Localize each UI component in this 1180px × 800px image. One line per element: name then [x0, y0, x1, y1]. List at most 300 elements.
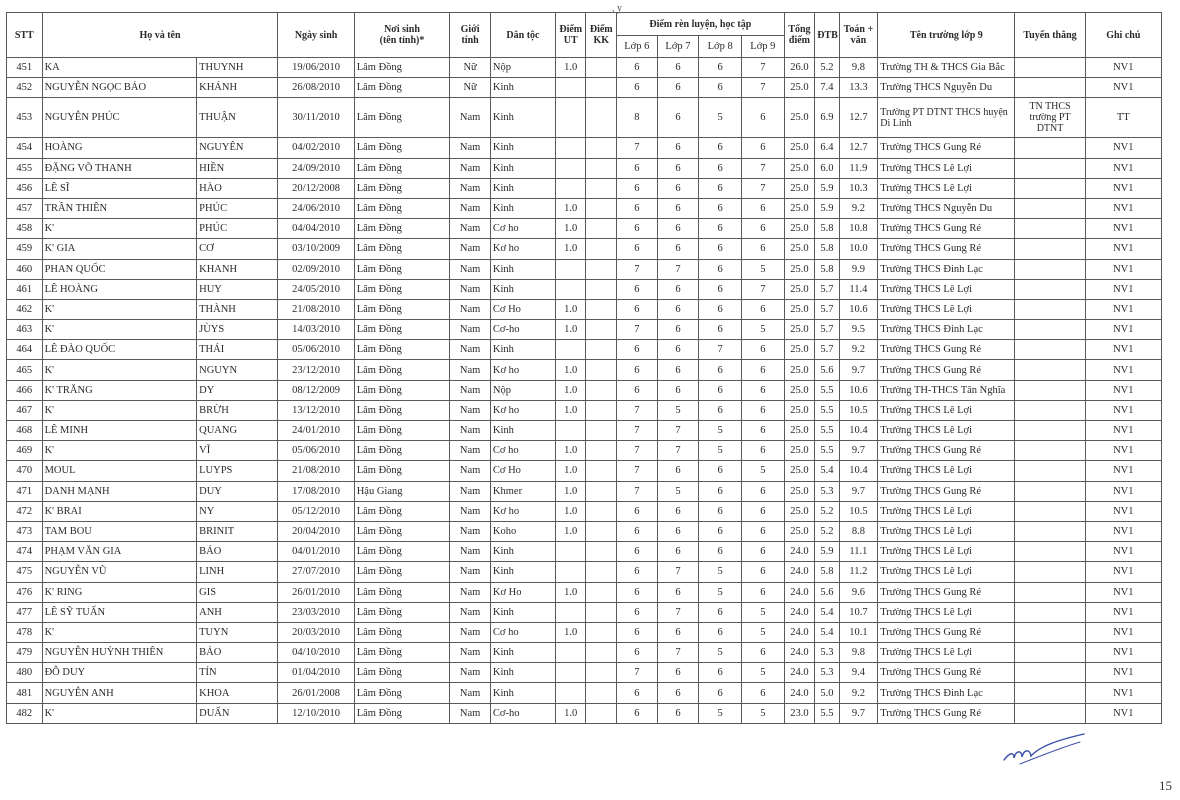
cell-dtb: 5.9: [815, 542, 839, 562]
cell-ngay-sinh: 04/04/2010: [278, 219, 354, 239]
cell-toan-van: 10.6: [839, 299, 878, 319]
cell-lop7: 6: [657, 340, 699, 360]
cell-diem-ut: [555, 643, 586, 663]
cell-ho: K': [42, 360, 197, 380]
cell-truong: Trường THCS Lê Lợi: [878, 643, 1015, 663]
cell-lop8: 5: [699, 421, 742, 441]
cell-ghi-chu: NV1: [1085, 138, 1161, 158]
cell-diem-ut: [555, 78, 586, 98]
cell-toan-van: 9.7: [839, 481, 878, 501]
header-noi-sinh: Nơi sinh (tên tỉnh)*: [354, 13, 450, 58]
cell-stt: 464: [7, 340, 43, 360]
cell-lop9: 7: [742, 58, 785, 78]
cell-toan-van: 9.7: [839, 441, 878, 461]
cell-diem-ut: [555, 259, 586, 279]
cell-lop8: 6: [699, 461, 742, 481]
cell-truong: Trường THCS Gung Ré: [878, 622, 1015, 642]
cell-truong: Trường THCS Gung Ré: [878, 481, 1015, 501]
top-scan-mark: , y: [612, 3, 622, 14]
cell-dan-toc: Khmer: [490, 481, 555, 501]
cell-ghi-chu: NV1: [1085, 622, 1161, 642]
cell-ho: LÊ SĨ: [42, 178, 197, 198]
header-stt: STT: [7, 13, 43, 58]
cell-lop9: 6: [742, 138, 785, 158]
cell-lop6: 7: [616, 400, 657, 420]
cell-lop7: 6: [657, 582, 699, 602]
cell-lop7: 6: [657, 198, 699, 218]
cell-diem-kk: [586, 643, 617, 663]
cell-dan-toc: Nộp: [490, 58, 555, 78]
cell-truong: Trường THCS Đinh Lạc: [878, 683, 1015, 703]
cell-lop7: 7: [657, 643, 699, 663]
cell-lop7: 6: [657, 279, 699, 299]
cell-ghi-chu: NV1: [1085, 320, 1161, 340]
cell-ho: K': [42, 622, 197, 642]
cell-gioi-tinh: Nam: [450, 158, 491, 178]
cell-lop9: 5: [742, 320, 785, 340]
header-dtb: ĐTB: [815, 13, 839, 58]
cell-tuyen-thang: [1015, 663, 1085, 683]
cell-toan-van: 10.0: [839, 239, 878, 259]
cell-tuyen-thang: [1015, 198, 1085, 218]
cell-lop8: 6: [699, 380, 742, 400]
cell-dan-toc: Kinh: [490, 542, 555, 562]
cell-diem-kk: [586, 58, 617, 78]
cell-ngay-sinh: 20/12/2008: [278, 178, 354, 198]
cell-ho: TRẦN THIÊN: [42, 198, 197, 218]
cell-dan-toc: Kinh: [490, 78, 555, 98]
cell-dan-toc: Kinh: [490, 562, 555, 582]
cell-ho: PHẠM VĂN GIA: [42, 542, 197, 562]
cell-dtb: 5.5: [815, 380, 839, 400]
cell-gioi-tinh: Nam: [450, 481, 491, 501]
cell-ho: NGUYỄN ANH: [42, 683, 197, 703]
cell-tong-diem: 25.0: [784, 360, 815, 380]
cell-noi-sinh: Hậu Giang: [354, 481, 450, 501]
cell-noi-sinh: Lâm Đồng: [354, 198, 450, 218]
cell-ten: BẢO: [197, 643, 278, 663]
cell-dtb: 5.8: [815, 562, 839, 582]
cell-dtb: 5.5: [815, 441, 839, 461]
cell-gioi-tinh: Nam: [450, 178, 491, 198]
cell-ho: K': [42, 299, 197, 319]
cell-tong-diem: 25.0: [784, 481, 815, 501]
cell-lop8: 6: [699, 78, 742, 98]
cell-ten: NGUYN: [197, 360, 278, 380]
cell-truong: Trường TH & THCS Gia Bắc: [878, 58, 1015, 78]
cell-ten: HÀO: [197, 178, 278, 198]
cell-dan-toc: Kinh: [490, 279, 555, 299]
cell-ten: ANH: [197, 602, 278, 622]
cell-dan-toc: Cơ ho: [490, 219, 555, 239]
cell-toan-van: 9.7: [839, 703, 878, 723]
cell-lop9: 6: [742, 501, 785, 521]
cell-ngay-sinh: 05/06/2010: [278, 340, 354, 360]
cell-truong: Trường THCS Gung Ré: [878, 582, 1015, 602]
cell-toan-van: 9.8: [839, 58, 878, 78]
cell-ho: KA: [42, 58, 197, 78]
cell-lop8: 6: [699, 198, 742, 218]
cell-diem-ut: 1.0: [555, 521, 586, 541]
cell-dan-toc: Kơ ho: [490, 400, 555, 420]
cell-toan-van: 11.4: [839, 279, 878, 299]
cell-ten: NY: [197, 501, 278, 521]
cell-truong: Trường THCS Lê Lợi: [878, 299, 1015, 319]
cell-diem-kk: [586, 158, 617, 178]
cell-lop7: 6: [657, 703, 699, 723]
cell-ghi-chu: TT: [1085, 98, 1161, 138]
cell-dan-toc: Kinh: [490, 421, 555, 441]
table-header: [7, 13, 1162, 58]
cell-dan-toc: Kinh: [490, 198, 555, 218]
cell-tong-diem: 25.0: [784, 400, 815, 420]
cell-lop8: 6: [699, 259, 742, 279]
cell-ten: KHÁNH: [197, 78, 278, 98]
table-row: [7, 98, 1162, 138]
cell-dan-toc: Cơ-ho: [490, 703, 555, 723]
cell-toan-van: 11.1: [839, 542, 878, 562]
cell-tong-diem: 25.0: [784, 78, 815, 98]
cell-toan-van: 10.6: [839, 380, 878, 400]
cell-diem-kk: [586, 562, 617, 582]
cell-lop9: 6: [742, 219, 785, 239]
cell-noi-sinh: Lâm Đồng: [354, 421, 450, 441]
cell-noi-sinh: Lâm Đồng: [354, 380, 450, 400]
table-row: [7, 158, 1162, 178]
cell-lop6: 6: [616, 158, 657, 178]
cell-diem-ut: [555, 663, 586, 683]
cell-stt: 469: [7, 441, 43, 461]
cell-ngay-sinh: 05/12/2010: [278, 501, 354, 521]
cell-ten: KHANH: [197, 259, 278, 279]
cell-tuyen-thang: [1015, 58, 1085, 78]
cell-dan-toc: Kơ Ho: [490, 582, 555, 602]
cell-noi-sinh: Lâm Đồng: [354, 703, 450, 723]
cell-noi-sinh: Lâm Đồng: [354, 501, 450, 521]
cell-lop8: 5: [699, 643, 742, 663]
cell-tong-diem: 24.0: [784, 663, 815, 683]
table-row: [7, 622, 1162, 642]
cell-diem-ut: [555, 279, 586, 299]
cell-lop7: 6: [657, 320, 699, 340]
table-row: [7, 259, 1162, 279]
cell-diem-ut: 1.0: [555, 299, 586, 319]
cell-noi-sinh: Lâm Đồng: [354, 663, 450, 683]
cell-tuyen-thang: [1015, 501, 1085, 521]
header-lop6: Lớp 6: [616, 36, 657, 58]
cell-lop9: 6: [742, 542, 785, 562]
cell-dan-toc: Cơ-ho: [490, 320, 555, 340]
cell-diem-ut: 1.0: [555, 400, 586, 420]
cell-gioi-tinh: Nữ: [450, 58, 491, 78]
cell-dtb: 5.5: [815, 400, 839, 420]
cell-stt: 462: [7, 299, 43, 319]
cell-ho: NGUYỄN NGỌC BẢO: [42, 78, 197, 98]
cell-ghi-chu: NV1: [1085, 582, 1161, 602]
cell-gioi-tinh: Nam: [450, 622, 491, 642]
cell-diem-kk: [586, 582, 617, 602]
cell-stt: 477: [7, 602, 43, 622]
cell-dtb: 5.9: [815, 198, 839, 218]
cell-gioi-tinh: Nam: [450, 380, 491, 400]
cell-tuyen-thang: [1015, 279, 1085, 299]
cell-dtb: 5.3: [815, 663, 839, 683]
cell-tong-diem: 25.0: [784, 198, 815, 218]
cell-ngay-sinh: 26/01/2008: [278, 683, 354, 703]
table-row: [7, 380, 1162, 400]
cell-lop6: 7: [616, 421, 657, 441]
cell-ho: K': [42, 320, 197, 340]
cell-lop8: 6: [699, 58, 742, 78]
cell-stt: 452: [7, 78, 43, 98]
cell-truong: Trường THCS Đinh Lạc: [878, 259, 1015, 279]
cell-noi-sinh: Lâm Đồng: [354, 562, 450, 582]
cell-tong-diem: 25.0: [784, 320, 815, 340]
cell-diem-ut: [555, 138, 586, 158]
cell-ten: TÍN: [197, 663, 278, 683]
cell-dtb: 5.9: [815, 178, 839, 198]
cell-ghi-chu: NV1: [1085, 461, 1161, 481]
cell-truong: Trường TH-THCS Tân Nghĩa: [878, 380, 1015, 400]
cell-diem-kk: [586, 320, 617, 340]
cell-dtb: 5.4: [815, 461, 839, 481]
cell-stt: 476: [7, 582, 43, 602]
cell-noi-sinh: Lâm Đồng: [354, 643, 450, 663]
cell-ngay-sinh: 23/03/2010: [278, 602, 354, 622]
cell-ngay-sinh: 24/06/2010: [278, 198, 354, 218]
cell-ngay-sinh: 17/08/2010: [278, 481, 354, 501]
cell-lop8: 6: [699, 622, 742, 642]
cell-diem-ut: [555, 178, 586, 198]
cell-ho: LÊ HOÀNG: [42, 279, 197, 299]
cell-gioi-tinh: Nam: [450, 400, 491, 420]
cell-tong-diem: 25.0: [784, 239, 815, 259]
table-row: [7, 78, 1162, 98]
cell-lop9: 6: [742, 521, 785, 541]
cell-noi-sinh: Lâm Đồng: [354, 299, 450, 319]
cell-dan-toc: Kinh: [490, 683, 555, 703]
cell-ngay-sinh: 20/03/2010: [278, 622, 354, 642]
cell-tong-diem: 25.0: [784, 501, 815, 521]
cell-tong-diem: 24.0: [784, 562, 815, 582]
table-row: [7, 299, 1162, 319]
cell-lop7: 6: [657, 78, 699, 98]
cell-lop8: 6: [699, 360, 742, 380]
cell-lop8: 5: [699, 441, 742, 461]
cell-dan-toc: Cơ Ho: [490, 299, 555, 319]
cell-stt: 478: [7, 622, 43, 642]
cell-ho: K': [42, 441, 197, 461]
cell-ghi-chu: NV1: [1085, 58, 1161, 78]
cell-lop7: 6: [657, 380, 699, 400]
table-row: [7, 58, 1162, 78]
cell-dan-toc: Koho: [490, 521, 555, 541]
cell-ten: BRINIT: [197, 521, 278, 541]
cell-dtb: 5.0: [815, 683, 839, 703]
cell-diem-ut: [555, 683, 586, 703]
table-row: [7, 602, 1162, 622]
cell-ngay-sinh: 24/09/2010: [278, 158, 354, 178]
cell-lop8: 6: [699, 400, 742, 420]
cell-diem-kk: [586, 78, 617, 98]
cell-ten: PHÚC: [197, 219, 278, 239]
cell-diem-ut: 1.0: [555, 501, 586, 521]
cell-ten: PHÚC: [197, 198, 278, 218]
cell-toan-van: 8.8: [839, 521, 878, 541]
cell-lop9: 6: [742, 643, 785, 663]
cell-stt: 463: [7, 320, 43, 340]
cell-tong-diem: 24.0: [784, 683, 815, 703]
cell-toan-van: 12.7: [839, 138, 878, 158]
table-row: [7, 643, 1162, 663]
header-diem-ut: Điểm UT: [555, 13, 586, 58]
cell-dan-toc: Kinh: [490, 138, 555, 158]
table-row: [7, 138, 1162, 158]
cell-gioi-tinh: Nam: [450, 501, 491, 521]
cell-stt: 479: [7, 643, 43, 663]
cell-lop7: 7: [657, 421, 699, 441]
cell-tong-diem: 25.0: [784, 380, 815, 400]
header-lop8: Lớp 8: [699, 36, 742, 58]
cell-tong-diem: 25.0: [784, 421, 815, 441]
cell-ten: NGUYÊN: [197, 138, 278, 158]
cell-lop9: 6: [742, 481, 785, 501]
cell-lop8: 6: [699, 279, 742, 299]
cell-dan-toc: Kinh: [490, 643, 555, 663]
cell-ngay-sinh: 26/08/2010: [278, 78, 354, 98]
cell-ngay-sinh: 14/03/2010: [278, 320, 354, 340]
cell-lop8: 6: [699, 521, 742, 541]
cell-lop9: 6: [742, 400, 785, 420]
cell-dtb: 5.8: [815, 259, 839, 279]
cell-diem-ut: 1.0: [555, 703, 586, 723]
cell-ten: DY: [197, 380, 278, 400]
cell-stt: 482: [7, 703, 43, 723]
cell-lop9: 6: [742, 239, 785, 259]
cell-lop6: 6: [616, 602, 657, 622]
cell-dtb: 5.8: [815, 219, 839, 239]
cell-tong-diem: 25.0: [784, 158, 815, 178]
cell-gioi-tinh: Nam: [450, 138, 491, 158]
header-gioi-tinh: Giới tính: [450, 13, 491, 58]
cell-ngay-sinh: 21/08/2010: [278, 461, 354, 481]
table-row: [7, 521, 1162, 541]
cell-stt: 466: [7, 380, 43, 400]
cell-ten: VĨ: [197, 441, 278, 461]
cell-tuyen-thang: [1015, 259, 1085, 279]
cell-lop6: 6: [616, 279, 657, 299]
cell-lop6: 6: [616, 58, 657, 78]
cell-lop9: 7: [742, 279, 785, 299]
cell-ho: MOUL: [42, 461, 197, 481]
cell-noi-sinh: Lâm Đồng: [354, 461, 450, 481]
cell-lop7: 6: [657, 58, 699, 78]
cell-lop9: 6: [742, 421, 785, 441]
cell-tong-diem: 24.0: [784, 542, 815, 562]
header-lop9: Lớp 9: [742, 36, 785, 58]
cell-stt: 459: [7, 239, 43, 259]
cell-diem-kk: [586, 481, 617, 501]
cell-dtb: 5.5: [815, 421, 839, 441]
cell-tuyen-thang: [1015, 461, 1085, 481]
cell-lop6: 8: [616, 98, 657, 138]
cell-diem-kk: [586, 340, 617, 360]
cell-dtb: 5.6: [815, 360, 839, 380]
cell-noi-sinh: Lâm Đồng: [354, 360, 450, 380]
cell-ngay-sinh: 01/04/2010: [278, 663, 354, 683]
page-number: 15: [1159, 778, 1172, 793]
cell-ghi-chu: NV1: [1085, 421, 1161, 441]
cell-ghi-chu: NV1: [1085, 259, 1161, 279]
cell-tong-diem: 24.0: [784, 643, 815, 663]
cell-tong-diem: 25.0: [784, 98, 815, 138]
cell-ghi-chu: NV1: [1085, 198, 1161, 218]
cell-diem-kk: [586, 198, 617, 218]
cell-tuyen-thang: [1015, 340, 1085, 360]
table-row: [7, 279, 1162, 299]
cell-stt: 461: [7, 279, 43, 299]
cell-ho: K' BRAI: [42, 501, 197, 521]
cell-ten: JÙYS: [197, 320, 278, 340]
cell-lop6: 6: [616, 340, 657, 360]
cell-toan-van: 10.8: [839, 219, 878, 239]
cell-truong: Trường THCS Lê Lợi: [878, 279, 1015, 299]
cell-tong-diem: 23.0: [784, 703, 815, 723]
cell-lop8: 6: [699, 138, 742, 158]
cell-lop7: 6: [657, 360, 699, 380]
cell-lop9: 6: [742, 582, 785, 602]
cell-tuyen-thang: [1015, 320, 1085, 340]
cell-dtb: 5.2: [815, 501, 839, 521]
cell-ho: HOÀNG: [42, 138, 197, 158]
cell-gioi-tinh: Nam: [450, 461, 491, 481]
cell-lop8: 5: [699, 703, 742, 723]
cell-noi-sinh: Lâm Đồng: [354, 582, 450, 602]
cell-diem-kk: [586, 602, 617, 622]
cell-lop7: 6: [657, 542, 699, 562]
cell-lop8: 6: [699, 299, 742, 319]
table-row: [7, 683, 1162, 703]
cell-diem-ut: [555, 340, 586, 360]
cell-stt: 468: [7, 421, 43, 441]
cell-gioi-tinh: Nam: [450, 602, 491, 622]
cell-diem-ut: [555, 602, 586, 622]
cell-ten: THÁI: [197, 340, 278, 360]
cell-tong-diem: 25.0: [784, 178, 815, 198]
cell-ten: DUY: [197, 481, 278, 501]
cell-toan-van: 13.3: [839, 78, 878, 98]
cell-diem-kk: [586, 400, 617, 420]
cell-tong-diem: 25.0: [784, 138, 815, 158]
cell-dan-toc: Kơ ho: [490, 239, 555, 259]
cell-lop7: 6: [657, 98, 699, 138]
cell-gioi-tinh: Nam: [450, 239, 491, 259]
cell-gioi-tinh: Nam: [450, 98, 491, 138]
cell-ghi-chu: NV1: [1085, 703, 1161, 723]
cell-tuyen-thang: [1015, 400, 1085, 420]
table-row: [7, 663, 1162, 683]
cell-dan-toc: Kinh: [490, 178, 555, 198]
cell-lop7: 6: [657, 521, 699, 541]
cell-toan-van: 10.1: [839, 622, 878, 642]
cell-ghi-chu: NV1: [1085, 441, 1161, 461]
cell-lop7: 6: [657, 299, 699, 319]
cell-lop6: 6: [616, 380, 657, 400]
cell-gioi-tinh: Nam: [450, 198, 491, 218]
cell-diem-kk: [586, 622, 617, 642]
cell-ngay-sinh: 04/10/2010: [278, 643, 354, 663]
cell-ten: KHOA: [197, 683, 278, 703]
